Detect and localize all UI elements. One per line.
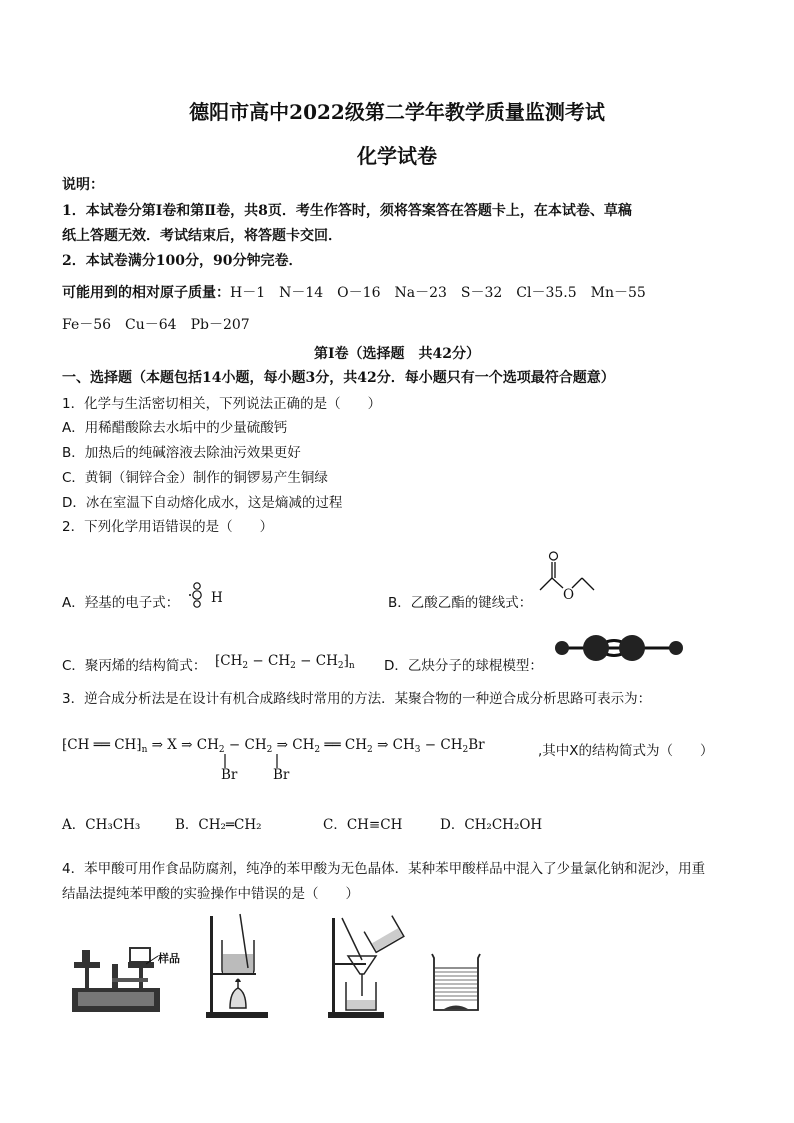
exam-title: 德阳市高中2022级第二学年教学质量监测考试 <box>189 100 605 124</box>
hydroxyl-electron-dot-figure <box>186 580 208 610</box>
sample-label: 样品 <box>158 952 180 965</box>
q3-stem: 3．逆合成分析法是在设计有机合成路线时常用的方法．某聚合物的一种逆合成分析思路可表示为： <box>62 691 652 707</box>
q3-option-a: A．CH₃CH₃ <box>62 817 141 833</box>
q1-option-a: A．用稀醋酸除去水垢中的少量硫酸钙 <box>62 420 288 436</box>
q3-option-c: C．CH≡CH <box>323 817 403 833</box>
q1-stem: 1．化学与生活密切相关，下列说法正确的是（ ） <box>62 396 382 412</box>
q1-option-c: C．黄铜（铜锌合金）制作的铜锣易产生铜绿 <box>62 470 328 486</box>
q2-option-c-formula: $⁅CH_2 - CH_2$ − $CH_2⁆_n$ <box>215 653 355 671</box>
section-title: 第Ⅰ卷（选择题 共42分） <box>313 346 481 362</box>
filtration-apparatus-figure <box>326 912 406 1020</box>
q2-option-c-label: C．聚丙烯的结构简式： <box>62 658 207 674</box>
q3-option-d: D．CH₂CH₂OH <box>440 817 543 833</box>
q2-option-a-h: H <box>211 590 223 606</box>
q4-stem-1: 4．苯甲酸可用作食品防腐剂，纯净的苯甲酸为无色晶体．某种苯甲酸样品中混入了少量氯化钠和泥沙，用重 <box>62 861 706 877</box>
q2-option-d-label: D．乙炔分子的球棍模型： <box>384 658 543 674</box>
balance-scale-figure <box>68 940 168 1016</box>
q2-option-a-label: A．羟基的电子式： <box>62 595 180 611</box>
q3-br-2: Br <box>273 767 290 783</box>
notes-line-2: 2．本试卷满分100分，90分钟完卷． <box>62 253 303 269</box>
notes-line-1a: 1．本试卷分第Ⅰ卷和第Ⅱ卷，共8页．考生作答时，须将答案答在答题卡上，在本试卷、草稿 <box>62 203 632 219</box>
q1-option-d: D．冰在室温下自动熔化成水，这是熵减的过程 <box>62 495 343 511</box>
q2-option-b-o: O <box>563 587 575 603</box>
atomic-masses-values-1: H－1 N－14 O－16 Na－23 S－32 Cl－35.5 Mn－55 <box>230 285 646 301</box>
q2-stem: 2．下列化学用语错误的是（ ） <box>62 519 274 535</box>
q3-br-1: Br <box>221 767 238 783</box>
heating-apparatus-figure <box>200 912 272 1020</box>
q4-stem-2: 结晶法提纯苯甲酸的实验操作中错误的是（ ） <box>62 886 359 902</box>
q3-reaction-scheme: ⁅CH ══ $CH⁆_n$ ⇒ X ⇒ $CH_2 - CH_2$ ⇒ $CH_2$ ══ $CH_2$ ⇒ $CH_3 - CH_2Br$ <box>62 737 485 755</box>
atomic-masses-label: 可能用到的相对原子质量： <box>62 285 230 301</box>
q3-option-b: B．CH₂═CH₂ <box>175 817 262 833</box>
section-instruction: 一、选择题（本题包括14小题，每小题3分，共42分．每小题只有一个选项最符合题意） <box>62 370 615 386</box>
atomic-masses-row-1 <box>62 282 646 302</box>
q3-tail: ,其中X的结构简式为（ ） <box>538 743 714 759</box>
acetylene-ball-stick-figure <box>552 630 688 666</box>
exam-subtitle: 化学试卷 <box>357 144 437 168</box>
notes-heading: 说明： <box>62 177 104 193</box>
atomic-masses-values-2: Fe－56 Cu－64 Pb－207 <box>62 317 250 333</box>
beaker-crystals-figure <box>428 950 484 1016</box>
q2-option-b-label: B．乙酸乙酯的键线式： <box>388 595 533 611</box>
q1-option-b: B．加热后的纯碱溶液去除油污效果更好 <box>62 445 301 461</box>
notes-line-1b: 纸上答题无效．考试结束后，将答题卡交回． <box>62 228 342 244</box>
